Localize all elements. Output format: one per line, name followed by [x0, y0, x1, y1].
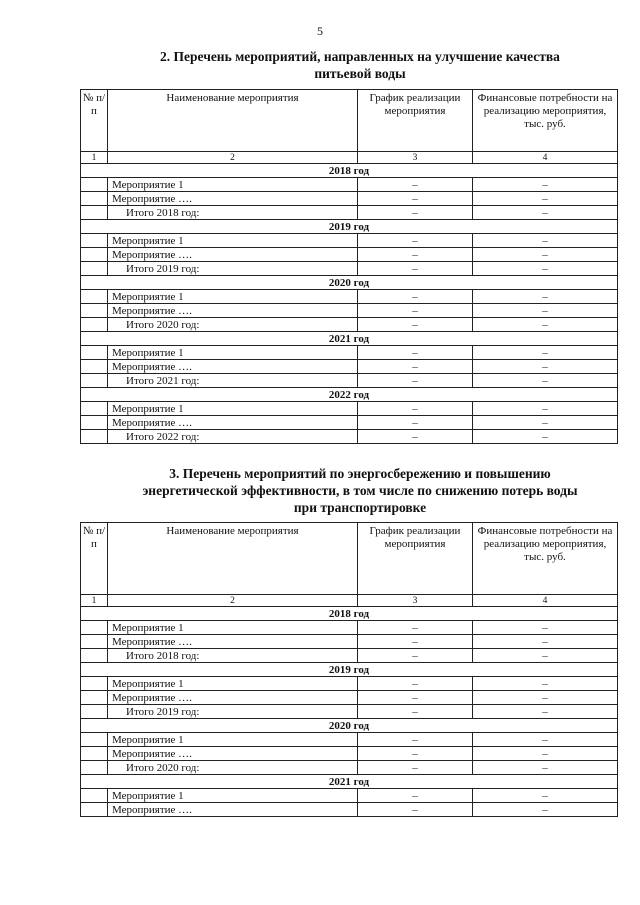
row-finance: – [473, 374, 618, 388]
row-num [81, 178, 108, 192]
year-label: 2022 год [81, 388, 618, 402]
row-finance: – [473, 192, 618, 206]
row-num [81, 234, 108, 248]
column-number: 3 [358, 152, 473, 164]
column-number: 4 [473, 152, 618, 164]
row-num [81, 318, 108, 332]
year-label: 2019 год [81, 663, 618, 677]
row-name: Итого 2021 год: [108, 374, 358, 388]
table-row [81, 733, 618, 747]
table-row [81, 677, 618, 691]
column-number: 1 [81, 595, 108, 607]
row-name: Мероприятие …. [108, 192, 358, 206]
section-3-title-line: 3. Перечень мероприятий по энергосбережению и повышению [169, 466, 551, 481]
row-schedule: – [358, 691, 473, 705]
year-row [81, 663, 618, 677]
row-name: Мероприятие …. [108, 691, 358, 705]
row-name: Мероприятие 1 [108, 178, 358, 192]
table-row [81, 262, 618, 276]
year-row [81, 164, 618, 178]
row-name: Мероприятие …. [108, 747, 358, 761]
row-finance: – [473, 248, 618, 262]
row-name: Итого 2019 год: [108, 262, 358, 276]
header-schedule: График реализации мероприятия [358, 523, 473, 595]
row-finance: – [473, 430, 618, 444]
table-row [81, 318, 618, 332]
row-name: Мероприятие 1 [108, 346, 358, 360]
row-num [81, 705, 108, 719]
row-schedule: – [358, 761, 473, 775]
row-num [81, 635, 108, 649]
table-row [81, 803, 618, 817]
section-2-title [80, 48, 640, 82]
row-name: Мероприятие …. [108, 635, 358, 649]
row-finance: – [473, 677, 618, 691]
row-schedule: – [358, 635, 473, 649]
column-number-row [81, 152, 618, 164]
row-name: Мероприятие 1 [108, 290, 358, 304]
row-name: Мероприятие …. [108, 803, 358, 817]
row-name: Мероприятие 1 [108, 402, 358, 416]
row-finance: – [473, 621, 618, 635]
row-name: Итого 2020 год: [108, 318, 358, 332]
table-row [81, 402, 618, 416]
year-row [81, 388, 618, 402]
table-header-row [81, 90, 618, 152]
row-finance: – [473, 290, 618, 304]
year-row [81, 607, 618, 621]
table-row [81, 360, 618, 374]
section-3-title-line: энергетической эффективности, в том числе по снижению потерь воды [142, 483, 578, 498]
row-schedule: – [358, 416, 473, 430]
row-schedule: – [358, 705, 473, 719]
row-finance: – [473, 262, 618, 276]
section-2-table [80, 89, 618, 444]
row-finance: – [473, 304, 618, 318]
row-schedule: – [358, 206, 473, 220]
row-schedule: – [358, 789, 473, 803]
row-schedule: – [358, 677, 473, 691]
table-row [81, 290, 618, 304]
header-schedule: График реализации мероприятия [358, 90, 473, 152]
row-schedule: – [358, 803, 473, 817]
table-row [81, 234, 618, 248]
table-row [81, 248, 618, 262]
row-finance: – [473, 705, 618, 719]
table-row [81, 789, 618, 803]
column-number: 3 [358, 595, 473, 607]
section-2-title-line: 2. Перечень мероприятий, направленных на улучшение качества [160, 49, 560, 64]
row-num [81, 733, 108, 747]
year-label: 2018 год [81, 164, 618, 178]
row-num [81, 304, 108, 318]
year-row [81, 719, 618, 733]
row-schedule: – [358, 290, 473, 304]
row-num [81, 747, 108, 761]
row-schedule: – [358, 234, 473, 248]
row-schedule: – [358, 304, 473, 318]
year-row [81, 220, 618, 234]
row-num [81, 346, 108, 360]
column-number: 1 [81, 152, 108, 164]
row-schedule: – [358, 621, 473, 635]
table-row [81, 178, 618, 192]
column-number-row [81, 595, 618, 607]
row-schedule: – [358, 178, 473, 192]
year-label: 2018 год [81, 607, 618, 621]
row-name: Итого 2018 год: [108, 649, 358, 663]
row-finance: – [473, 789, 618, 803]
table-row [81, 635, 618, 649]
table-header-row [81, 523, 618, 595]
row-schedule: – [358, 733, 473, 747]
row-finance: – [473, 234, 618, 248]
row-name: Мероприятие 1 [108, 733, 358, 747]
section-2-title-line: питьевой воды [314, 66, 406, 81]
row-finance: – [473, 691, 618, 705]
row-finance: – [473, 360, 618, 374]
section-3-title [80, 465, 640, 516]
table-row [81, 416, 618, 430]
row-num [81, 789, 108, 803]
table-row [81, 747, 618, 761]
row-schedule: – [358, 747, 473, 761]
row-finance: – [473, 747, 618, 761]
row-schedule: – [358, 346, 473, 360]
row-name: Мероприятие 1 [108, 677, 358, 691]
row-finance: – [473, 733, 618, 747]
row-num [81, 621, 108, 635]
header-finance: Финансовые потребности на реализацию мероприятия, тыс. руб. [473, 90, 618, 152]
row-name: Мероприятие …. [108, 416, 358, 430]
row-name: Мероприятие 1 [108, 234, 358, 248]
table-row [81, 346, 618, 360]
table-row [81, 430, 618, 444]
page-number: 5 [317, 24, 323, 38]
table-row [81, 761, 618, 775]
row-schedule: – [358, 360, 473, 374]
row-finance: – [473, 206, 618, 220]
column-number: 4 [473, 595, 618, 607]
year-label: 2020 год [81, 719, 618, 733]
header-name: Наименование мероприятия [108, 523, 358, 595]
year-row [81, 276, 618, 290]
row-schedule: – [358, 192, 473, 206]
row-name: Мероприятие …. [108, 360, 358, 374]
section-3-table [80, 522, 618, 817]
row-name: Мероприятие 1 [108, 789, 358, 803]
header-finance: Финансовые потребности на реализацию мероприятия, тыс. руб. [473, 523, 618, 595]
row-finance: – [473, 416, 618, 430]
year-label: 2019 год [81, 220, 618, 234]
row-schedule: – [358, 318, 473, 332]
row-num [81, 248, 108, 262]
row-finance: – [473, 402, 618, 416]
row-num [81, 761, 108, 775]
row-schedule: – [358, 430, 473, 444]
row-num [81, 192, 108, 206]
row-schedule: – [358, 374, 473, 388]
year-row [81, 775, 618, 789]
row-name: Итого 2022 год: [108, 430, 358, 444]
row-finance: – [473, 635, 618, 649]
year-row [81, 332, 618, 346]
row-num [81, 374, 108, 388]
row-schedule: – [358, 649, 473, 663]
row-finance: – [473, 318, 618, 332]
table-row [81, 206, 618, 220]
row-name: Итого 2019 год: [108, 705, 358, 719]
row-schedule: – [358, 262, 473, 276]
header-name: Наименование мероприятия [108, 90, 358, 152]
year-label: 2021 год [81, 775, 618, 789]
row-num [81, 649, 108, 663]
row-num [81, 691, 108, 705]
year-label: 2021 год [81, 332, 618, 346]
header-num: № п/п [81, 523, 108, 595]
row-name: Мероприятие …. [108, 248, 358, 262]
row-num [81, 416, 108, 430]
row-finance: – [473, 803, 618, 817]
row-name: Итого 2020 год: [108, 761, 358, 775]
column-number: 2 [108, 595, 358, 607]
year-label: 2020 год [81, 276, 618, 290]
row-schedule: – [358, 248, 473, 262]
section-3-title-line: при транспортировке [293, 500, 427, 515]
table-row [81, 192, 618, 206]
row-name: Итого 2018 год: [108, 206, 358, 220]
table-row [81, 705, 618, 719]
row-schedule: – [358, 402, 473, 416]
header-num: № п/п [81, 90, 108, 152]
row-num [81, 290, 108, 304]
row-name: Мероприятие 1 [108, 621, 358, 635]
table-row [81, 691, 618, 705]
row-finance: – [473, 761, 618, 775]
row-num [81, 360, 108, 374]
row-name: Мероприятие …. [108, 304, 358, 318]
table-row [81, 304, 618, 318]
table-row [81, 649, 618, 663]
row-num [81, 402, 108, 416]
row-num [81, 803, 108, 817]
row-finance: – [473, 178, 618, 192]
row-finance: – [473, 649, 618, 663]
row-finance: – [473, 346, 618, 360]
table-row [81, 621, 618, 635]
row-num [81, 206, 108, 220]
row-num [81, 677, 108, 691]
row-num [81, 430, 108, 444]
row-num [81, 262, 108, 276]
column-number: 2 [108, 152, 358, 164]
table-row [81, 374, 618, 388]
